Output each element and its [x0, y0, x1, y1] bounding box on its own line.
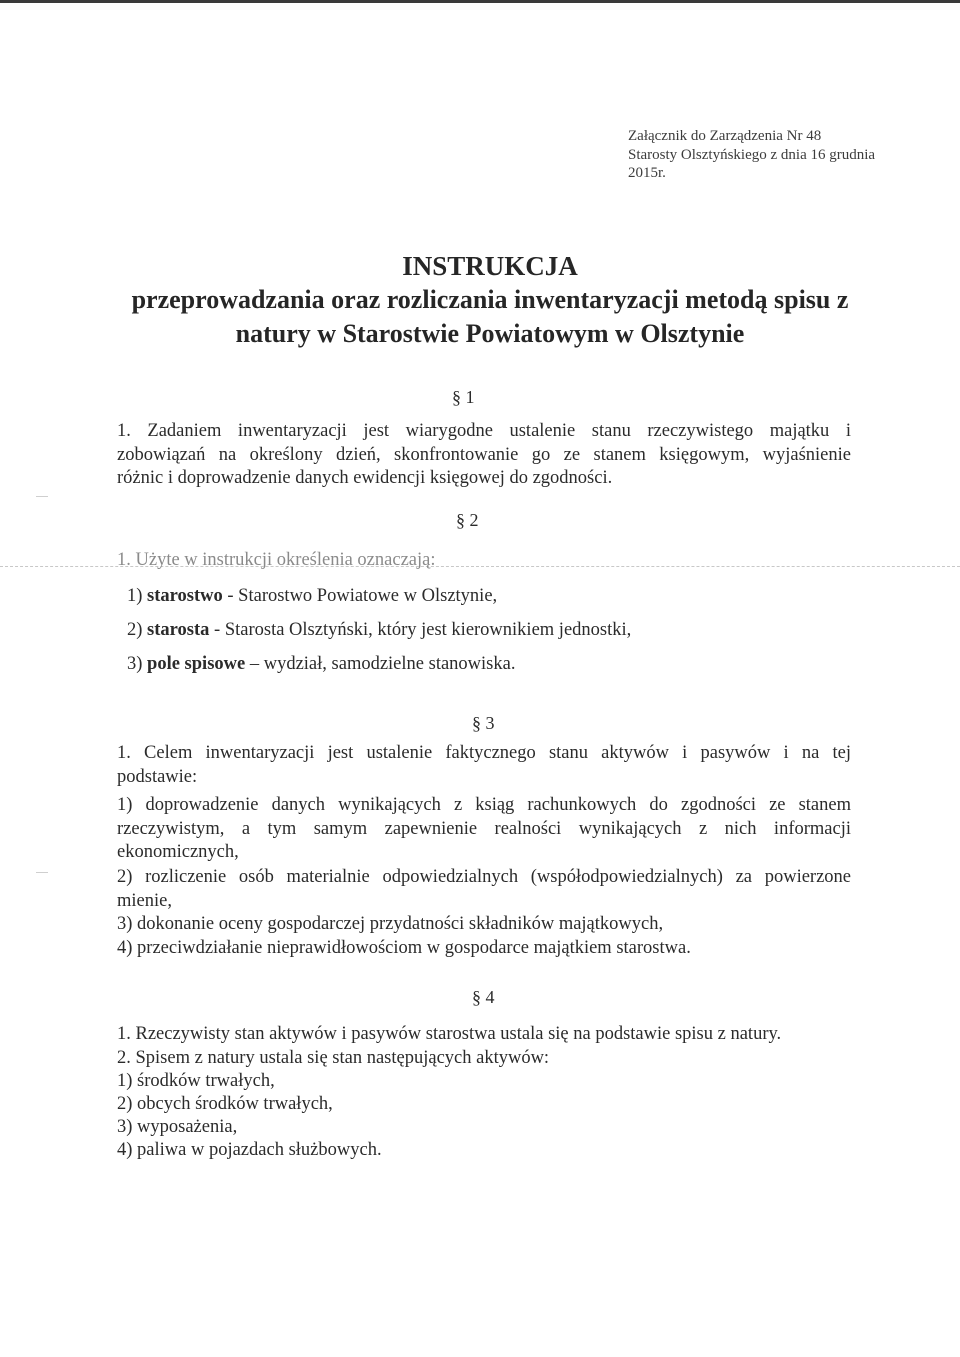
- paragraph-line: 2) rozliczenie osób materialnie odpowiedzialnych (współodpowiedzialnych) za powierzone: [117, 867, 851, 887]
- attachment-note-line: Starosty Olsztyńskiego z dnia 16 grudnia: [628, 146, 876, 163]
- section-4-heading: § 4: [472, 987, 495, 1007]
- section-1-heading: § 1: [452, 387, 475, 407]
- section-3-paragraph: [117, 742, 851, 789]
- section-2-heading: § 2: [456, 510, 479, 530]
- paragraph-line: ekonomicznych,: [117, 842, 239, 862]
- section-4-point-1: 1. Rzeczywisty stan aktywów i pasywów starostwa ustala się na podstawie spisu z natury.: [117, 1024, 782, 1044]
- asset-list-item: 4) paliwa w pojazdach służbowych.: [117, 1140, 382, 1160]
- section-2-intro: 1. Użyte w instrukcji określenia oznaczają:: [117, 550, 436, 570]
- title-main: INSTRUKCJA: [402, 251, 578, 281]
- section-3-item-1: [117, 794, 851, 865]
- paragraph-line: rzeczywistym, a tym samym zapewnienie realności wynikających z nich informacji: [117, 818, 851, 839]
- scan-edge-mark: [36, 872, 48, 873]
- scan-edge-mark: [36, 496, 48, 497]
- asset-list-item: 3) wyposażenia,: [117, 1117, 238, 1137]
- title-subtitle-line: natury w Starostwie Powiatowym w Olsztynie: [235, 319, 745, 348]
- section-3-heading: § 3: [472, 713, 495, 733]
- section-1-paragraph: [117, 420, 851, 491]
- scan-top-edge: [0, 0, 960, 3]
- section-3-item-3: 3) dokonanie oceny gospodarczej przydatności składników majątkowych,: [117, 914, 664, 934]
- paragraph-line: 1. Zadaniem inwentaryzacji jest wiarygodne ustalenie stanu rzeczywistego majątku i: [117, 421, 851, 441]
- attachment-note: [628, 127, 928, 183]
- paragraph-line: zobowiązań na określony dzień, skonfrontowanie go ze stanem księgowym, wyjaśnienie: [117, 444, 851, 465]
- asset-list-item: 1) środków trwałych,: [117, 1071, 275, 1091]
- section-3-item-2: [117, 866, 851, 913]
- paragraph-line: podstawie:: [117, 766, 198, 787]
- paragraph-line: różnic i doprowadzenie danych ewidencji księgowej do zgodności.: [117, 468, 613, 488]
- title-subtitle-line: przeprowadzania oraz rozliczania inwentaryzacji metodą spisu z: [131, 285, 849, 314]
- section-3-item-4: 4) przeciwdziałanie nieprawidłowościom w gospodarce majątkiem starostwa.: [117, 938, 691, 958]
- title-subtitle: [100, 283, 880, 351]
- paragraph-line: 1. Celem inwentaryzacji jest ustalenie faktycznego stanu aktywów i pasywów i na tej: [117, 743, 851, 763]
- section-4-point-2: 2. Spisem z natury ustala się stan następujących aktywów:: [117, 1048, 550, 1068]
- asset-list-item: 2) obcych środków trwałych,: [117, 1094, 333, 1114]
- paragraph-line: 1) doprowadzenie danych wynikających z ksiąg rachunkowych do zgodności ze stanem: [117, 795, 851, 815]
- paragraph-line: mienie,: [117, 890, 172, 911]
- definition-starosta: 2) starosta - Starosta Olsztyński, który jest kierownikiem jednostki,: [127, 620, 632, 640]
- attachment-note-line: Załącznik do Zarządzenia Nr 48: [628, 128, 822, 144]
- attachment-note-line: 2015r.: [628, 165, 666, 181]
- definition-starostwo: 1) starostwo - Starostwo Powiatowe w Olsztynie,: [127, 586, 498, 606]
- definition-pole-spisowe: 3) pole spisowe – wydział, samodzielne stanowiska.: [127, 654, 516, 674]
- document-title: [100, 250, 880, 351]
